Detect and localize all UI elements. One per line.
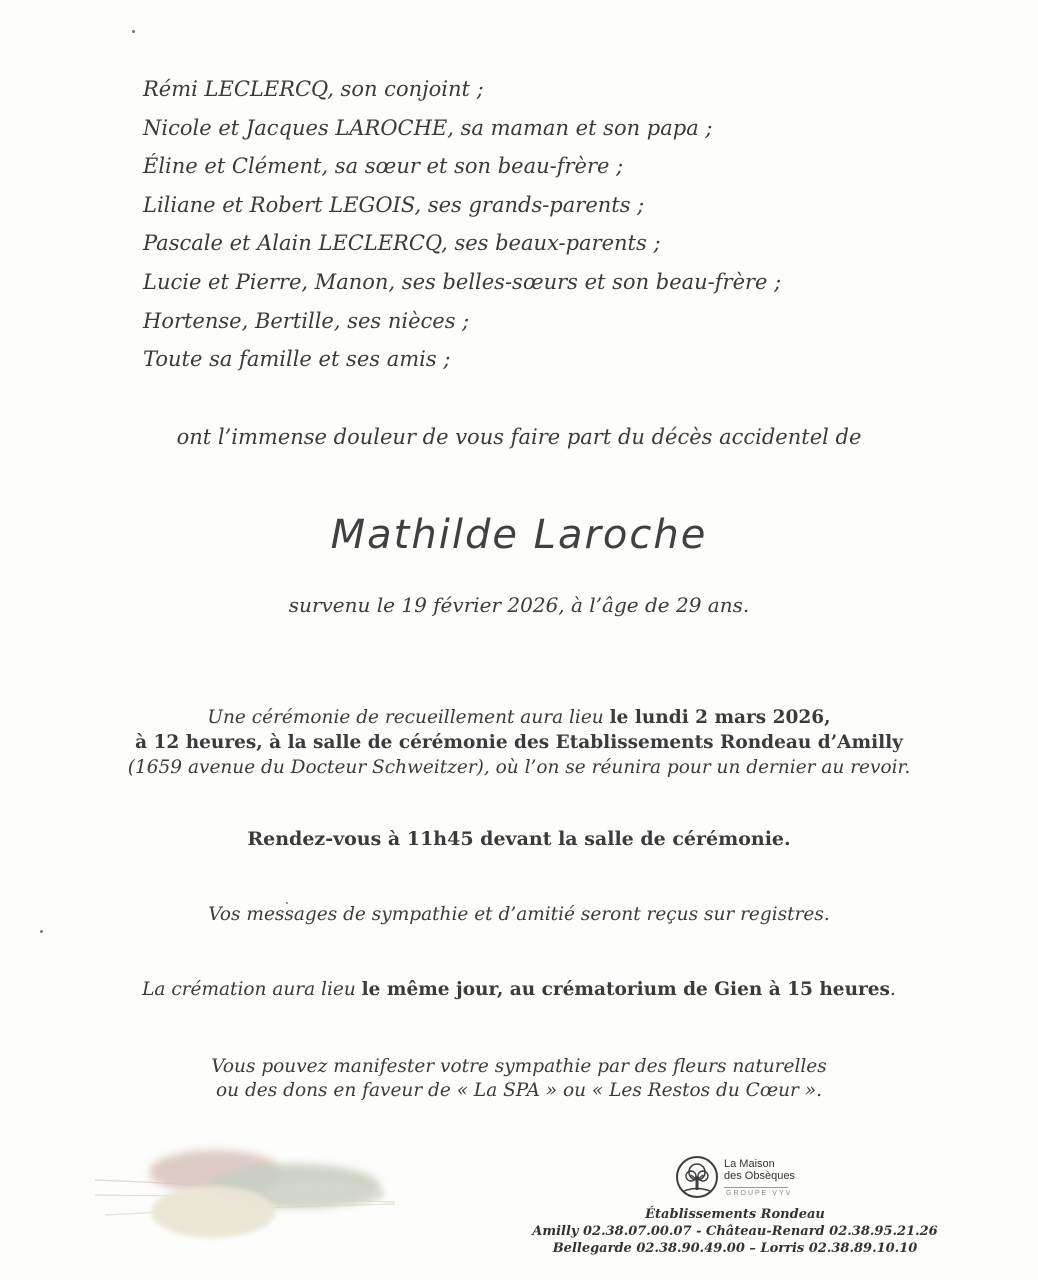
donations-line-1: Vous pouvez manifester votre sympathie par des fleurs naturelles bbox=[211, 1056, 827, 1077]
ceremony-location: à 12 heures, à la salle de cérémonie des Etablissements Rondeau d’Amilly bbox=[135, 732, 903, 753]
family-member: Éline et Clément, sa sœur et son beau-frère ; bbox=[143, 154, 624, 179]
logo-brand-name bbox=[724, 1158, 804, 1182]
grass-plume-cream bbox=[151, 1186, 275, 1238]
donations-line-2: ou des dons en faveur de « La SPA » ou « Les Restos du Cœur ». bbox=[216, 1080, 822, 1101]
ceremony-line-1-plain: Une cérémonie de recueillement aura lieu bbox=[207, 707, 610, 728]
family-member: Pascale et Alain LECLERCQ, ses beaux-parents ; bbox=[143, 231, 661, 256]
logo-name-line-1: La Maison bbox=[724, 1158, 775, 1170]
rendezvous-notice: Rendez-vous à 11h45 devant la salle de cérémonie. bbox=[247, 828, 791, 850]
logo-name-line-2: des Obsèques bbox=[724, 1170, 795, 1182]
paper-speck bbox=[132, 30, 135, 33]
tree-logo-icon bbox=[676, 1156, 718, 1198]
cremation-end: . bbox=[889, 979, 896, 1000]
funeral-home-phones-2: Bellegarde 02.38.90.49.00 – Lorris 02.38.89.10.10 bbox=[552, 1241, 918, 1256]
family-list bbox=[143, 70, 781, 379]
announcement-intro: ont l’immense douleur de vous faire part du décès accidentel de bbox=[176, 425, 862, 449]
family-member: Liliane et Robert LEGOIS, ses grands-parents ; bbox=[143, 192, 645, 217]
funeral-home-contact bbox=[500, 1206, 970, 1257]
funeral-home-logo bbox=[676, 1154, 806, 1204]
cremation-details: le même jour, au crématorium de Gien à 15 heures bbox=[361, 979, 890, 1000]
ceremony-address: (1659 avenue du Docteur Schweitzer), où l’on se réunira pour un dernier au revoir. bbox=[127, 757, 911, 778]
death-date-line: survenu le 19 février 2026, à l’âge de 29 ans. bbox=[288, 593, 750, 617]
family-member: Hortense, Bertille, ses nièces ; bbox=[143, 308, 470, 333]
family-member: Toute sa famille et ses amis ; bbox=[143, 347, 451, 372]
funeral-home-name: Établissements Rondeau bbox=[645, 1207, 825, 1222]
cremation-notice bbox=[0, 979, 1038, 1000]
family-member: Lucie et Pierre, Manon, ses belles-sœurs et son beau-frère ; bbox=[143, 269, 782, 294]
deceased-name: Mathilde Laroche bbox=[330, 512, 708, 558]
logo-divider bbox=[724, 1187, 788, 1188]
registre-notice: Vos messages de sympathie et d’amitié seront reçus sur registres. bbox=[208, 904, 830, 925]
funeral-home-phones-1: Amilly 02.38.07.00.07 - Château-Renard 02.38.95.21.26 bbox=[532, 1224, 938, 1239]
logo-group-name: GROUPE VYV bbox=[726, 1190, 793, 1197]
family-member: Rémi LECLERCQ, son conjoint ; bbox=[143, 77, 484, 101]
grass-plume-grey bbox=[265, 1182, 385, 1206]
ceremony-line-1 bbox=[0, 705, 1038, 730]
family-member: Nicole et Jacques LAROCHE, sa maman et son papa ; bbox=[143, 115, 713, 140]
ceremony-date: le lundi 2 mars 2026, bbox=[609, 707, 831, 728]
ceremony-details bbox=[0, 705, 1038, 780]
cremation-plain: La crémation aura lieu bbox=[142, 979, 362, 1000]
paper-speck bbox=[40, 930, 43, 933]
grass-illustration bbox=[95, 1120, 425, 1270]
donations-notice bbox=[0, 1055, 1038, 1103]
ceremony-line-2 bbox=[0, 730, 1038, 755]
